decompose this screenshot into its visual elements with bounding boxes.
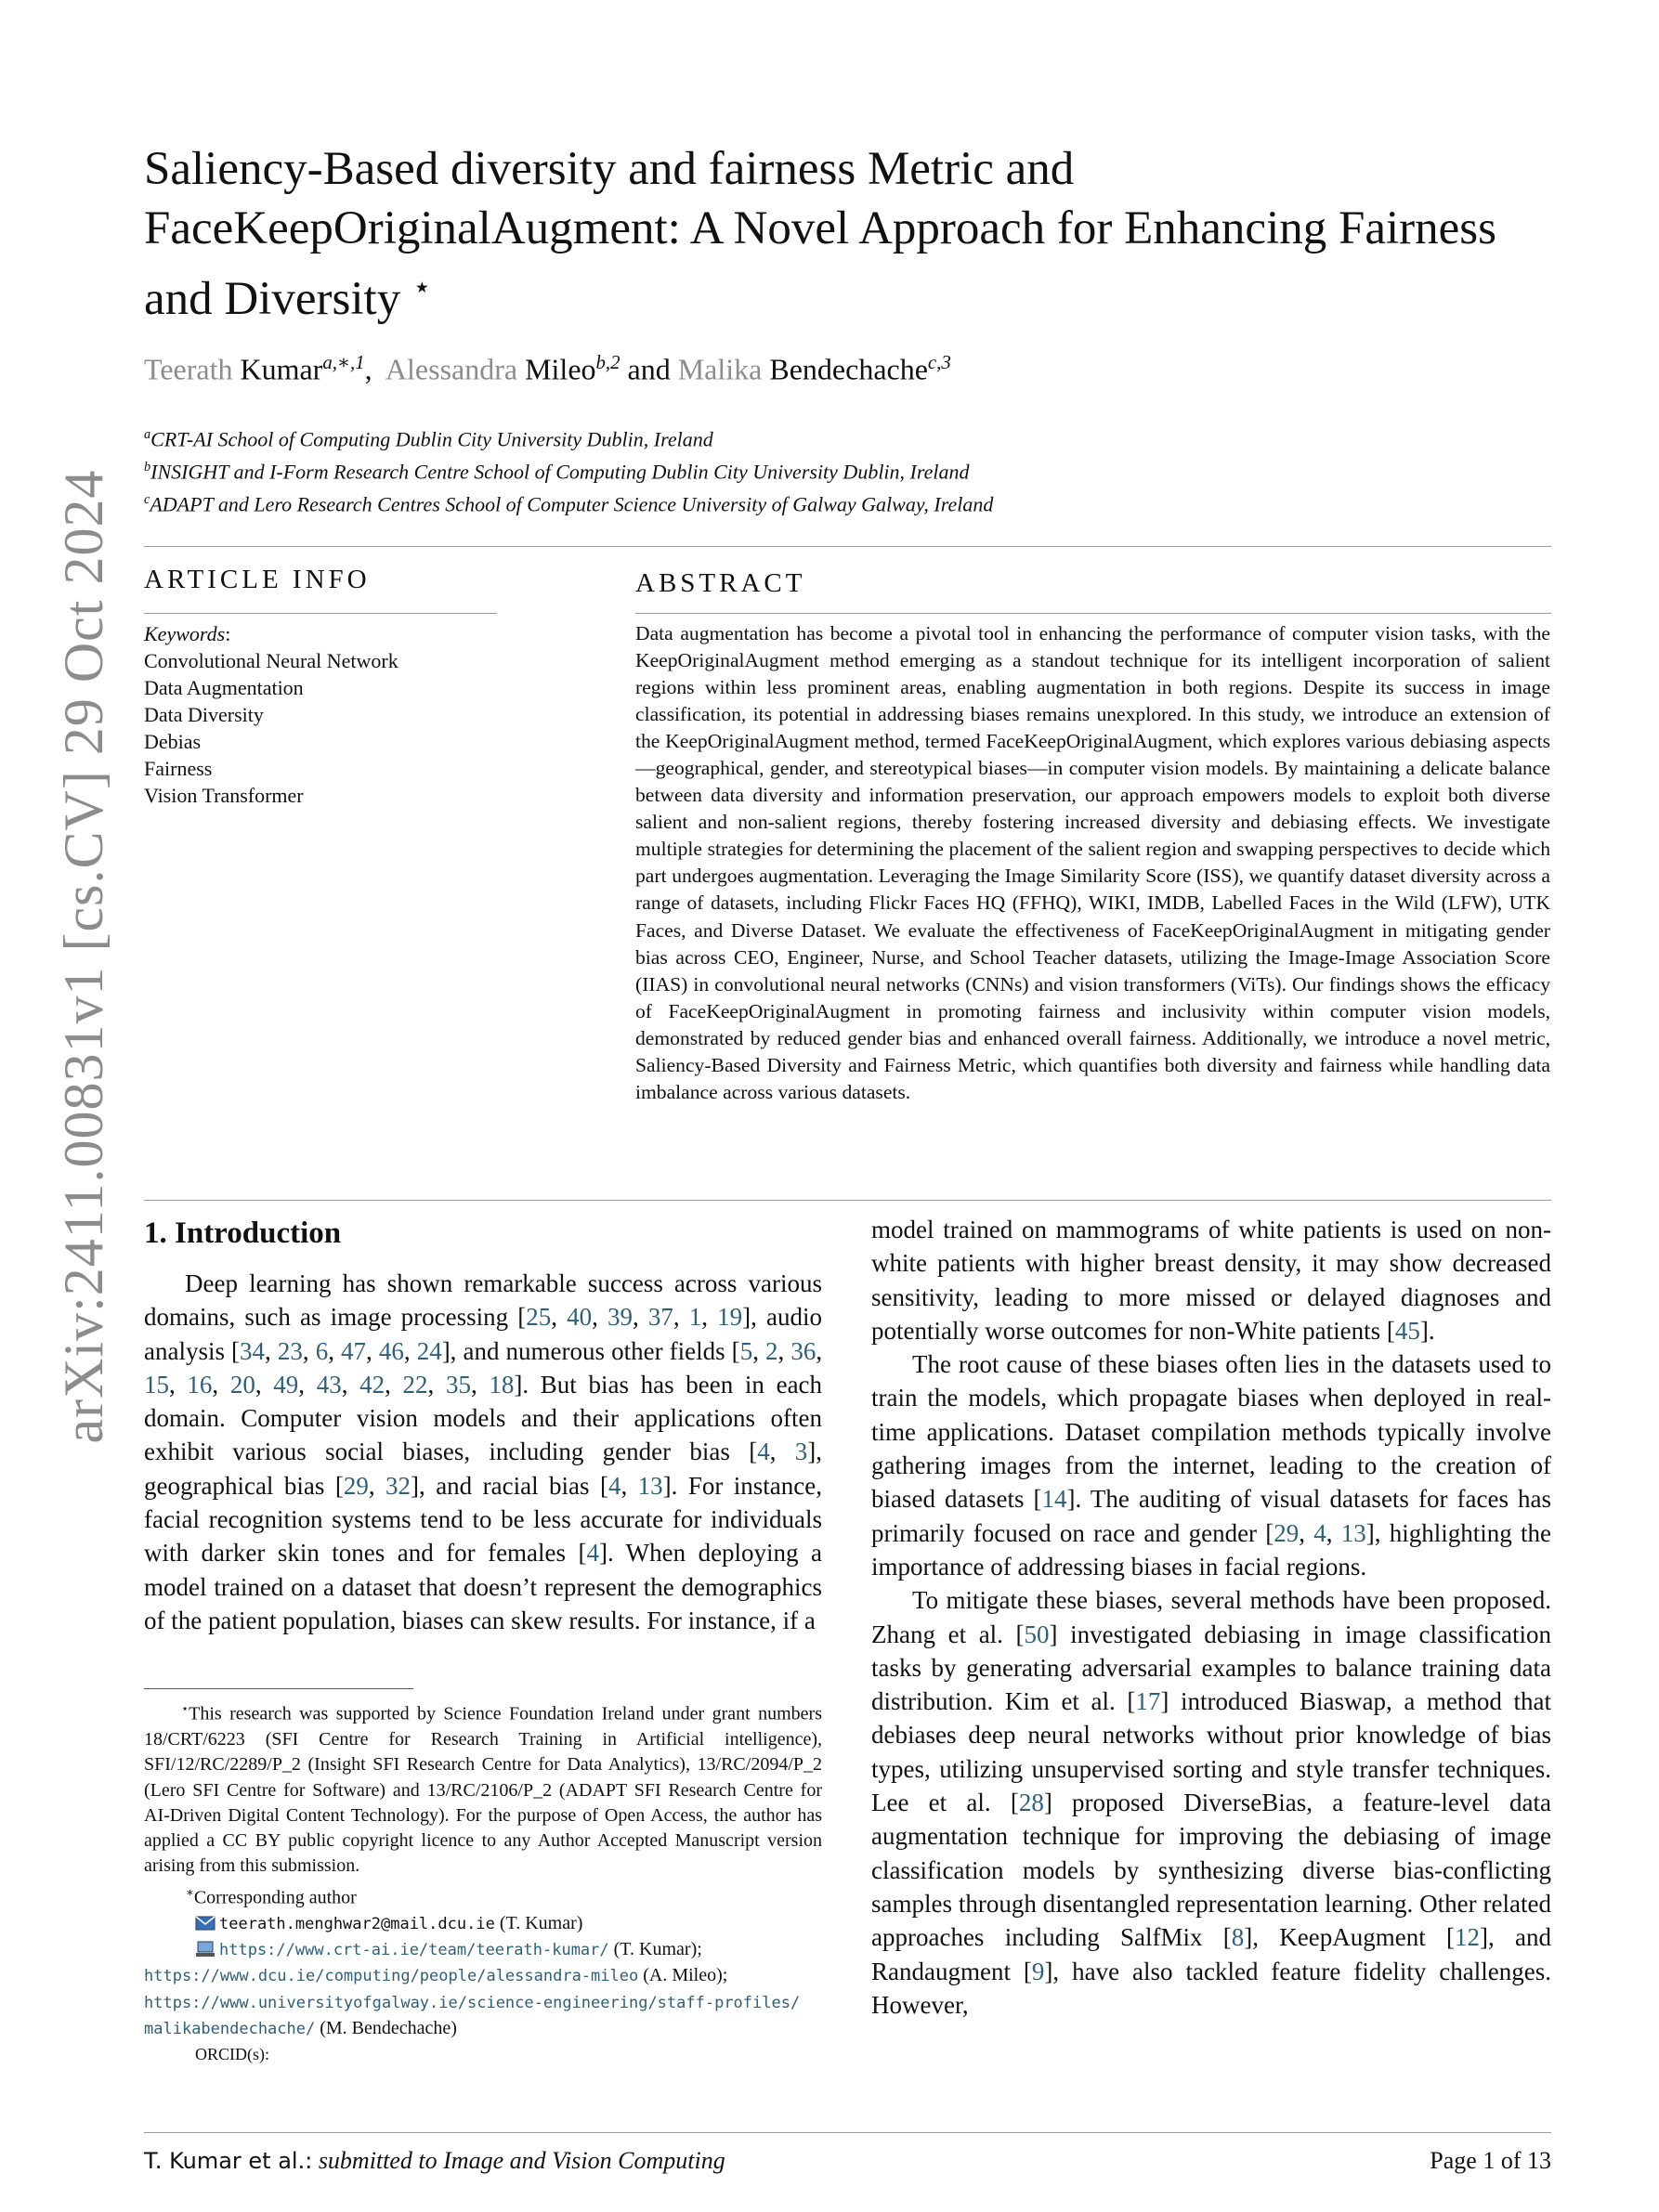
citation-link[interactable]: 15 <box>144 1370 169 1399</box>
header-rule <box>144 546 1551 547</box>
home-page-icon <box>195 1941 216 1958</box>
citation-link[interactable]: 29 <box>1274 1518 1300 1547</box>
author-affiliation-mark: a,∗,1 <box>322 352 365 373</box>
citation-link[interactable]: 17 <box>1135 1687 1161 1716</box>
keyword: Data Augmentation <box>144 676 304 699</box>
citation-link[interactable]: 37 <box>647 1303 673 1332</box>
citation-link[interactable]: 13 <box>637 1471 663 1500</box>
citation-link[interactable]: 28 <box>1018 1789 1044 1817</box>
footer-venue: submitted to Image and Vision Computing <box>318 2147 725 2174</box>
affiliation: $^b$INSIGHT and I-Form Research Centre School of Computing Dublin City University Dublin, Ireland <box>144 460 970 484</box>
homepage-owner: (A. Mileo); <box>643 1965 728 1986</box>
keyword: Vision Transformer <box>144 784 304 807</box>
author-list: Teerath Kumar$^{a,∗,1}$, Alessandra Mileo$^{b,2}$ and Malika Bendechache$^{c,3}$ <box>144 352 951 386</box>
corresponding-label: Corresponding author <box>193 1887 357 1908</box>
abstract-heading: ABSTRACT <box>635 568 806 598</box>
author-email[interactable]: teerath.menghwar2@mail.dcu.ie <box>219 1914 495 1933</box>
author-last-name: Bendechache <box>769 352 928 386</box>
citation-link[interactable]: 4 <box>586 1539 599 1568</box>
citation-link[interactable]: 14 <box>1041 1485 1067 1514</box>
citation-link[interactable]: 5 <box>739 1336 753 1365</box>
citation-link[interactable]: 29 <box>343 1471 369 1500</box>
citation-link[interactable]: 13 <box>1340 1518 1366 1547</box>
citation-link[interactable]: 45 <box>1394 1316 1420 1345</box>
affiliation: $^c$ADAPT and Lero Research Centres School of Computer Science University of Galway Galway, Ireland <box>144 492 994 516</box>
section-heading-introduction: 1. Introduction <box>144 1217 342 1250</box>
keywords-block: Keywords: Convolutional Neural Network Data Augmentation Data Diversity Debias Fairness Vision Transformer <box>144 622 398 807</box>
citation-link[interactable]: 49 <box>273 1370 299 1399</box>
citation-link[interactable]: 3 <box>794 1438 808 1466</box>
citation-link[interactable]: 32 <box>385 1471 411 1500</box>
author-last-name: Mileo <box>525 352 596 386</box>
author-first-name: Malika <box>677 352 763 386</box>
keyword: Data Diversity <box>144 703 264 726</box>
paragraph: Deep learning has shown remarkable success across various domains, such as image processing [25, 40, 39, 37, 1, 19], audio analysis [34, 23, 6, 47, 46, 24], and numerous other fields [5, 2, 36, 15, 16, 20, 49, 43, 42, 22, 35, 18]. But bias has been in each domain. Computer vision models and their applications often exhibit various social biases, including gender bias [4, 3], geographical bias [29, 32], and racial bias [4, 13]. For instance, facial recognition systems tend to be less accurate for individuals with darker skin tones and for females [4]. When deploying a model trained on a dataset that doesn’t represent the demographics of the patient population, biases can skew results. For instance, if a <box>144 1269 823 1634</box>
citation-link[interactable]: 24 <box>416 1336 442 1365</box>
homepage-link[interactable]: https://www.crt-ai.ie/team/teerath-kumar/ <box>219 1940 609 1959</box>
homepage-owner: (T. Kumar); <box>613 1938 702 1959</box>
footer-citation <box>144 2147 725 2175</box>
keywords-label: Keywords <box>144 622 226 645</box>
homepage-link[interactable]: https://www.dcu.ie/computing/people/alessandra-mileo <box>144 1967 639 1986</box>
citation-link[interactable]: 46 <box>378 1336 404 1365</box>
keyword: Fairness <box>144 757 213 780</box>
paper-title <box>144 139 1556 329</box>
citation-link[interactable]: 19 <box>717 1303 743 1332</box>
citation-link[interactable]: 43 <box>316 1370 342 1399</box>
citation-link[interactable]: 42 <box>359 1370 385 1399</box>
citation-link[interactable]: 40 <box>567 1303 593 1332</box>
citation-link[interactable]: 1 <box>688 1303 702 1332</box>
orcid-label: ORCID(s): <box>195 2045 269 2064</box>
citation-link[interactable]: 12 <box>1455 1923 1480 1952</box>
page-number: Page 1 of 13 <box>1430 2147 1551 2174</box>
paragraph: model trained on mammograms of white patients is used on non-white patients with higher breast density, it may show decreased sensitivity, leading to more missed or delayed diagnoses and potentially worse outcomes for non-White patients [45]. <box>871 1216 1551 1345</box>
author-and: and <box>627 352 671 386</box>
abstract-text: Data augmentation has become a pivotal tool in enhancing the performance of computer vision tasks, with the KeepOriginalAugment method emerging as a standout technique for its intelligent incorporation of salient regions within less prominent areas, enabling augmentation in both regions. Despite its success in image classification, its potential in addressing biases remains unexplored. In this study, we introduce an extension of the KeepOriginalAugment method, termed FaceKeepOriginalAugment, which explores various debiasing aspects—geographical, gender, and stereotypical biases—in computer vision models. By maintaining a delicate balance between data diversity and information preservation, our approach empowers models to exploit both diverse salient and non-salient regions, thereby fostering increased diversity and debiasing effects. We investigate multiple strategies for determining the placement of the salient region and swapping perspectives to decide which part undergoes augmentation. Leveraging the Image Similarity Score (ISS), we quantify dataset diversity across a range of datasets, including Flickr Faces HQ (FFHQ), WIKI, IMDB, Labelled Faces in the Wild (LFW), UTK Faces, and Diverse Dataset. We evaluate the effectiveness of FaceKeepOriginalAugment in mitigating gender bias across CEO, Engineer, Nurse, and School Teacher datasets, utilizing the Image-Image Association Score (IIAS) in convolutional neural networks (CNNs) and vision transformers (ViTs). Our findings shows the efficacy of FaceKeepOriginalAugment in promoting fairness and inclusivity within computer vision models, demonstrated by reduced gender bias and enhanced overall fairness. Additionally, we introduce a novel metric, Saliency-Based Diversity and Fairness Metric, which quantifies both diversity and fairness while handling data imbalance across various datasets. <box>635 622 1550 1103</box>
paragraph: To mitigate these biases, several methods have been proposed. Zhang et al. [50] investigated debiasing in image classification tasks by generating adversarial examples to balance training data distribution. Kim et al. [17] introduced Biaswap, a method that debiases deep neural networks without prior knowledge of bias types, utilizing unsupervised sorting and style transfer techniques. Lee et al. [28] proposed DiverseBias, a feature-level data augmentation technique for improving the debiasing of image classification models by synthesizing diverse bias-conflicting samples through disentangled representation learning. Other related approaches including SalfMix [8], KeepAugment [12], and Randaugment [9], have also tackled feature fidelity challenges. However, <box>871 1586 1552 2019</box>
corresponding-mark: ∗ <box>186 1884 194 1899</box>
author-last-name: Kumar <box>240 352 323 386</box>
intro-right-column <box>871 1213 1551 2022</box>
title-footnote-mark: ⋆ <box>411 270 432 305</box>
citation-link[interactable]: 4 <box>1313 1518 1326 1547</box>
footer-rule <box>144 2132 1551 2133</box>
affiliation: $^a$CRT-AI School of Computing Dublin City University Dublin, Ireland <box>144 427 713 451</box>
arxiv-stamp: arXiv:2411.00831v1 [cs.CV] 29 Oct 2024 <box>53 469 114 1444</box>
author-affiliation-mark: b,2 <box>595 352 620 373</box>
article-info-heading: ARTICLE INFO <box>144 565 371 594</box>
footer-authors: T. Kumar et al.: <box>144 2148 313 2174</box>
author-affiliation-mark: c,3 <box>927 352 951 373</box>
email-owner: (T. Kumar) <box>499 1912 583 1933</box>
footnote-block <box>144 1696 822 2067</box>
homepage-link[interactable]: malikabendechache/ <box>144 2019 316 2038</box>
citation-link[interactable]: 25 <box>526 1303 552 1332</box>
citation-link[interactable]: 4 <box>757 1438 770 1466</box>
body-rule <box>144 1200 1551 1201</box>
citation-link[interactable]: 23 <box>277 1336 303 1365</box>
footnote-mark: ⋆ <box>181 1701 189 1715</box>
citation-link[interactable]: 6 <box>315 1336 329 1365</box>
article-info-rule <box>144 613 497 614</box>
citation-link[interactable]: 4 <box>607 1471 621 1500</box>
citation-link[interactable]: 9 <box>1031 1957 1045 1985</box>
homepage-link[interactable]: https://www.universityofgalway.ie/science-engineering/staff-profiles/ <box>144 1993 801 2012</box>
keyword: Convolutional Neural Network <box>144 649 398 672</box>
author-first-name: Teerath <box>144 352 233 386</box>
funding-note: This research was supported by Science Foundation Ireland under grant numbers 18/CRT/6223 (SFI Centre for Research Training in Artificial intelligence), SFI/12/RC/2289/P_2 (Insight SFI Research Centre for Data Analytics), 13/RC/2094/P_2 (Lero SFI Centre for Software) and 13/RC/2106/P_2 (ADAPT SFI Research Centre for AI-Driven Digital Content Technology). For the purpose of Open Access, the author has applied a CC BY public copyright licence to any Author Accepted Manuscript version arising from this submission. <box>144 1703 822 1877</box>
abstract-rule <box>635 613 1551 614</box>
paragraph: The root cause of these biases often lies in the datasets used to train the models, which propagate biases when deployed in real-time applications. Dataset compilation methods typically involve gathering images from the internet, leading to the creation of biased datasets [14]. The auditing of visual datasets for faces has primarily focused on race and gender [29, 4, 13], highlighting the importance of addressing biases in facial regions. <box>871 1350 1552 1581</box>
intro-left-column <box>144 1267 822 1637</box>
homepage-owner: (M. Bendechache) <box>320 2017 457 2038</box>
citation-link[interactable]: 22 <box>402 1370 428 1399</box>
keyword: Debias <box>144 730 202 753</box>
citation-link[interactable]: 8 <box>1231 1923 1245 1952</box>
citation-link[interactable]: 36 <box>790 1336 816 1365</box>
citation-link[interactable]: 2 <box>765 1336 778 1365</box>
author-first-name: Alessandra <box>385 352 518 386</box>
envelope-icon <box>195 1915 216 1932</box>
citation-link[interactable]: 35 <box>445 1370 471 1399</box>
footnote-rule <box>144 1688 413 1689</box>
citation-link[interactable]: 47 <box>341 1336 367 1365</box>
citation-link[interactable]: 20 <box>229 1370 255 1399</box>
title-text: Saliency-Based diversity and fairness Metric and FaceKeepOriginalAugment: A Novel Approach for Enhancing Fairness and Diversity <box>144 143 1496 325</box>
citation-link[interactable]: 16 <box>187 1370 213 1399</box>
citation-link[interactable]: 50 <box>1024 1620 1050 1648</box>
citation-link[interactable]: 34 <box>240 1336 266 1365</box>
citation-link[interactable]: 39 <box>607 1303 634 1332</box>
citation-link[interactable]: 18 <box>489 1370 515 1399</box>
